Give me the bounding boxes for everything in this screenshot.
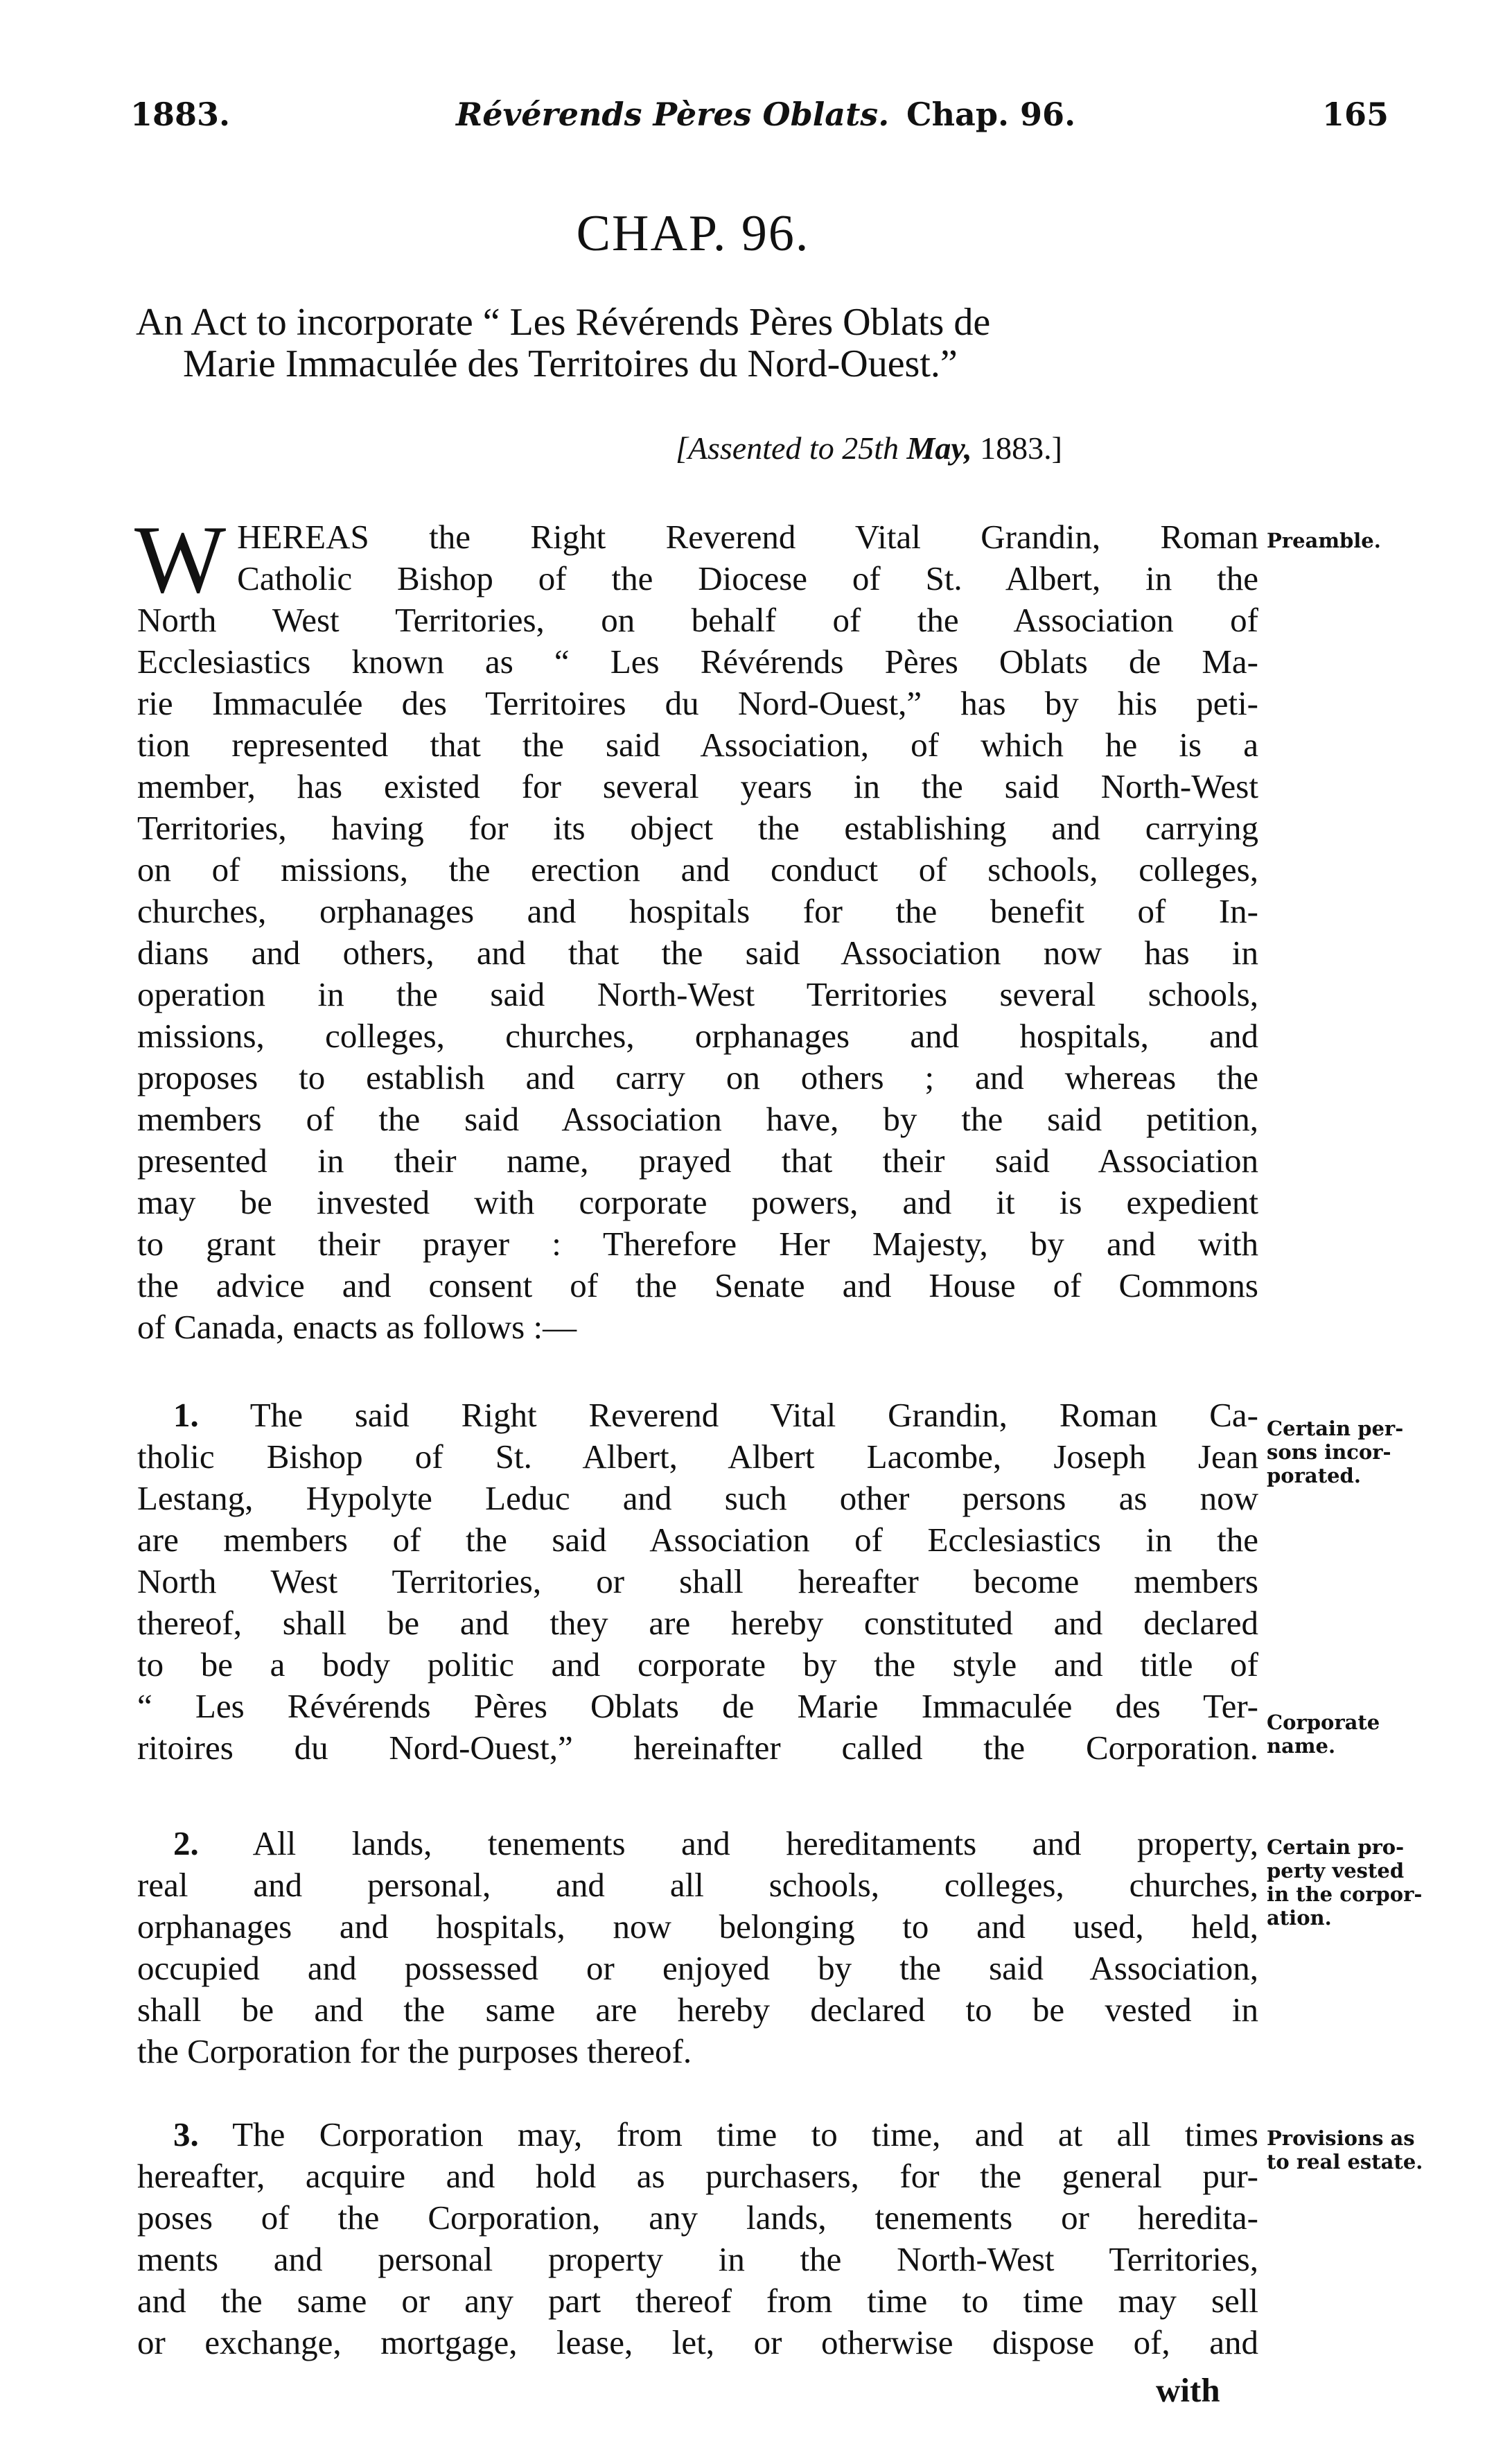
margin-note-line: to real estate. xyxy=(1267,2150,1423,2174)
section-line: hereafter, acquire and hold as purchasers, for the general pur- xyxy=(137,2157,1258,2195)
section-first-line xyxy=(137,1823,1258,1864)
section-number: 2. xyxy=(173,1824,199,1862)
assent-year: 1883.] xyxy=(980,430,1062,466)
margin-note-line: perty vested xyxy=(1267,1859,1405,1882)
preamble-line: the advice and consent of the Senate and House of Commons xyxy=(137,1266,1258,1304)
section-line: are members of the said Association of Ecclesiastics in the xyxy=(137,1521,1258,1559)
section-3 xyxy=(137,2114,1258,2363)
act-title-line-1: An Act to incorporate “ Les Révérends Pères Oblats de xyxy=(136,301,991,344)
preamble-line: North West Territories, on behalf of the Association of xyxy=(137,601,1258,639)
margin-note-line: name. xyxy=(1267,1734,1336,1758)
preamble-line: may be invested with corporate powers, and it is expedient xyxy=(137,1183,1258,1221)
preamble-line: dians and others, and that the said Association now has in xyxy=(137,934,1258,972)
preamble-line: on of missions, the erection and conduct of schools, colleges, xyxy=(137,850,1258,889)
act-title-line-2: Marie Immaculée des Territoires du Nord-Ouest.” xyxy=(183,342,958,385)
preamble xyxy=(134,506,1258,1348)
running-head xyxy=(130,96,1461,137)
section-first-line xyxy=(137,1395,1258,1436)
preamble-line: to grant their prayer : Therefore Her Majesty, by and with xyxy=(137,1225,1258,1263)
preamble-line: Territories, having for its object the establishing and carrying xyxy=(137,809,1258,847)
margin-note-line: Certain per- xyxy=(1267,1417,1404,1440)
section-text: The Corporation may, from time to time, and at all times xyxy=(232,2115,1258,2153)
preamble-line: tion represented that the said Association, of which he is a xyxy=(137,726,1258,764)
section-number: 1. xyxy=(173,1396,199,1434)
section-number: 3. xyxy=(173,2115,199,2153)
page-number: 165 xyxy=(1322,96,1389,133)
section-text: All lands, tenements and hereditaments and property, xyxy=(252,1824,1258,1862)
margin-note-persons-incorporated xyxy=(1267,1417,1475,1487)
running-head-title: Révérends Pères Oblats. xyxy=(456,96,890,133)
section-line: ments and personal property in the North-West Territories, xyxy=(137,2240,1258,2278)
margin-note-line: Provisions as xyxy=(1267,2126,1415,2150)
margin-note-line: porated. xyxy=(1267,1464,1361,1487)
section-text: The said Right Reverend Vital Grandin, Roman Ca- xyxy=(249,1396,1258,1434)
preamble-line: missions, colleges, churches, orphanages and hospitals, and xyxy=(137,1017,1258,1055)
margin-note-preamble: Preamble. xyxy=(1267,529,1381,552)
section-line: poses of the Corporation, any lands, tenements or heredita- xyxy=(137,2198,1258,2237)
preamble-last-line: of Canada, enacts as follows :— xyxy=(137,1308,577,1346)
margin-note-property-vested xyxy=(1267,1835,1475,1930)
preamble-line: Ecclesiastics known as “ Les Révérends Pères Oblats de Ma- xyxy=(137,642,1258,681)
preamble-line: members of the said Association have, by the said petition, xyxy=(137,1100,1258,1138)
preamble-line: presented in their name, prayed that their said Association xyxy=(137,1142,1258,1180)
assent-date xyxy=(676,430,1062,466)
margin-note-line: Certain pro- xyxy=(1267,1835,1405,1859)
catchword: with xyxy=(1156,2371,1220,2409)
preamble-line: rie Immaculée des Territoires du Nord-Ouest,” has by his peti- xyxy=(137,684,1258,722)
margin-note-line: in the corpor- xyxy=(1267,1882,1423,1906)
preamble-line: Catholic Bishop of the Diocese of St. Albert, in the xyxy=(237,559,1258,597)
section-1 xyxy=(137,1395,1258,1769)
section-last-line: the Corporation for the purposes thereof. xyxy=(137,2032,692,2070)
preamble-line: member, has existed for several years in the said North-West xyxy=(137,767,1258,805)
section-line: to be a body politic and corporate by the style and title of xyxy=(137,1645,1258,1684)
section-line: ritoires du Nord-Ouest,” hereinafter called the Corporation. xyxy=(137,1729,1258,1767)
margin-note-line: sons incor- xyxy=(1267,1440,1391,1464)
running-head-year: 1883. xyxy=(130,96,231,133)
section-line: Lestang, Hypolyte Leduc and such other persons as now xyxy=(137,1479,1258,1517)
section-first-line xyxy=(137,2114,1258,2156)
section-line: and the same or any part thereof from time to time may sell xyxy=(137,2282,1258,2320)
margin-note-line: Corporate xyxy=(1267,1711,1380,1734)
margin-note-line: ation. xyxy=(1267,1906,1332,1930)
assent-prefix: [Assented to 25th xyxy=(676,430,899,466)
running-head-chapter: Chap. 96. xyxy=(906,96,1076,133)
section-line: orphanages and hospitals, now belonging to and used, held, xyxy=(137,1907,1258,1946)
preamble-line: proposes to establish and carry on others ; and whereas the xyxy=(137,1058,1258,1096)
preamble-first-line: HEREAS the Right Reverend Vital Grandin, Roman xyxy=(237,518,1258,556)
margin-note-corporate-name xyxy=(1267,1711,1475,1758)
preamble-line: churches, orphanages and hospitals for the benefit of In- xyxy=(137,892,1258,930)
preamble-line: operation in the said North-West Territories several schools, xyxy=(137,975,1258,1013)
section-line: or exchange, mortgage, lease, let, or otherwise dispose of, and xyxy=(137,2323,1258,2361)
assent-month: May, xyxy=(906,430,972,466)
section-line: tholic Bishop of St. Albert, Albert Lacombe, Joseph Jean xyxy=(137,1437,1258,1476)
section-line: “ Les Révérends Pères Oblats de Marie Immaculée des Ter- xyxy=(137,1687,1258,1725)
section-line: North West Territories, or shall hereafter become members xyxy=(137,1562,1258,1600)
section-line: thereof, shall be and they are hereby constituted and declared xyxy=(137,1604,1258,1642)
margin-note-real-estate xyxy=(1267,2126,1475,2174)
section-2 xyxy=(137,1823,1258,2072)
chapter-title: CHAP. 96. xyxy=(576,205,810,262)
drop-cap: W xyxy=(134,506,227,613)
act-title xyxy=(136,301,1279,385)
section-line: shall be and the same are hereby declared to be vested in xyxy=(137,1991,1258,2029)
section-line: real and personal, and all schools, colleges, churches, xyxy=(137,1866,1258,1904)
section-line: occupied and possessed or enjoyed by the said Association, xyxy=(137,1949,1258,1987)
